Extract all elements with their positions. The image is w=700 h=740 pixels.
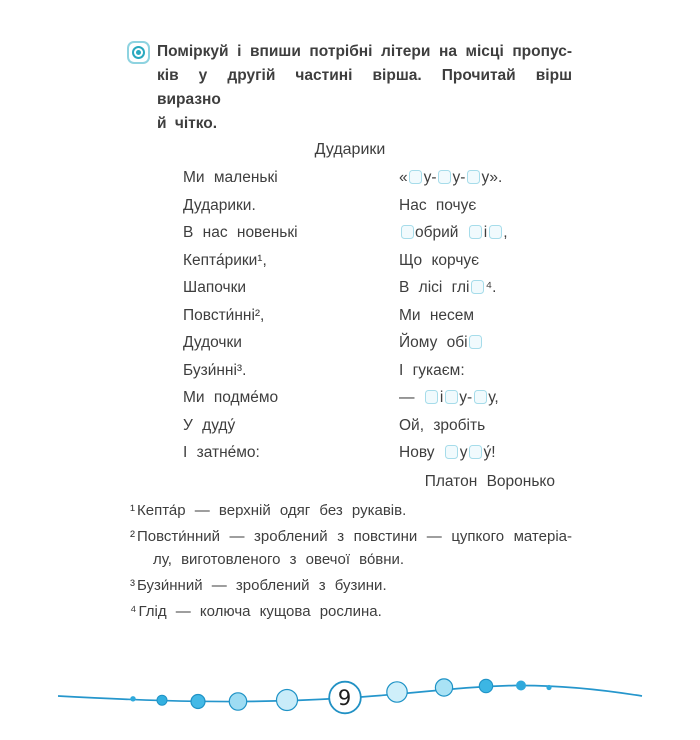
poem-line: Йому обі xyxy=(399,329,700,357)
poem-line: Ми маленькі xyxy=(183,169,278,186)
wave-dot xyxy=(546,685,551,690)
poem-line: Шапочки xyxy=(183,279,247,296)
letter-blank-box[interactable] xyxy=(425,390,438,404)
poem-line: Дударики. xyxy=(183,196,256,214)
wave-dot xyxy=(479,679,492,692)
letter-blank-box[interactable] xyxy=(469,225,482,239)
wave-dot xyxy=(229,693,246,710)
footnote-line: лу, виготовленого з овечої во́вни. xyxy=(153,550,405,568)
poem-line: — і у- у, xyxy=(399,389,499,406)
letter-blank-box[interactable] xyxy=(401,225,414,239)
task-instruction-text xyxy=(157,40,572,136)
letter-blank-box[interactable] xyxy=(409,170,422,184)
task-instruction-line: ків у другій частині вірша. Прочитай вірш виразно xyxy=(157,67,572,108)
poem-left-column xyxy=(183,164,399,467)
letter-blank-box[interactable] xyxy=(474,390,487,404)
letter-blank-box[interactable] xyxy=(467,170,480,184)
footnote-marker: ⁴ xyxy=(130,602,137,620)
letter-blank-box[interactable] xyxy=(445,390,458,404)
poem-line: обрий і , xyxy=(399,219,700,247)
wave-dot xyxy=(157,695,167,705)
footnotes xyxy=(130,499,572,623)
poem-author: Платон Воронько xyxy=(424,472,555,490)
poem-line: Кепта́рики¹, xyxy=(183,251,267,269)
wave-dot xyxy=(516,681,526,691)
poem-line: Нову у у́! xyxy=(399,444,496,461)
poem-line: Ми подме́мо xyxy=(183,389,279,406)
poem-line: В нас новенькі xyxy=(183,224,298,241)
footnote-marker: ² xyxy=(130,527,135,545)
poem-line: Що корчує xyxy=(399,251,480,269)
footnote-line: ³ Бузи́нний — зроблений з бузини. xyxy=(130,576,387,594)
footnote-line: ⁴ Глід — колюча кущова рослина. xyxy=(130,602,382,620)
letter-blank-box[interactable] xyxy=(438,170,451,184)
poem-line: Бузи́нні³. xyxy=(183,361,247,379)
poem-line: Дудочки xyxy=(183,334,242,351)
wave-dot xyxy=(277,690,298,711)
poem-line: Нас почує xyxy=(399,196,477,214)
letter-blank-box[interactable] xyxy=(489,225,502,239)
poem xyxy=(183,164,700,467)
wave-dot xyxy=(387,682,407,702)
poem-line: І затне́мо: xyxy=(183,444,260,461)
letter-blank-box[interactable] xyxy=(445,445,458,459)
letter-blank-box[interactable] xyxy=(469,445,482,459)
wave-dot xyxy=(435,679,452,696)
wave-dot xyxy=(191,695,205,709)
wave-dot xyxy=(130,696,135,701)
footnote-marker: ¹ xyxy=(130,501,135,519)
poem-line: В лісі глі ⁴. xyxy=(399,279,497,296)
poem-right-column xyxy=(399,164,700,467)
footer-wave-decoration xyxy=(0,670,700,730)
task-instruction-line: Поміркуй і впиши потрібні літери на місці пропус- xyxy=(157,43,572,60)
target-center-dot-icon xyxy=(136,50,141,55)
task-instruction-block xyxy=(127,40,572,136)
letter-blank-box[interactable] xyxy=(469,335,482,349)
page-number: 9 xyxy=(337,686,352,710)
poem-line: Повсти́нні², xyxy=(183,306,265,324)
footnote-line: ² Повсти́нний — зроблений з повстини — цупкого матеріа- xyxy=(130,527,572,545)
letter-blank-box[interactable] xyxy=(471,280,484,294)
poem-line: Ой, зробіть xyxy=(399,416,486,434)
footnote-marker: ³ xyxy=(130,576,135,594)
target-dot-icon xyxy=(127,41,150,64)
target-ring-icon xyxy=(132,46,145,59)
footnote-line: ¹ Кепта́р — верхній одяг без рукавів. xyxy=(130,501,407,519)
poem-title: Дударики xyxy=(314,141,386,158)
poem-line: І гукаєм: xyxy=(399,361,465,379)
footer-wave-svg xyxy=(0,670,700,730)
poem-line: У дуду́ xyxy=(183,416,236,434)
task-instruction-line: й чітко. xyxy=(157,115,218,132)
poem-line: Ми несем xyxy=(399,306,475,324)
poem-line: « у- у- у». xyxy=(399,169,503,186)
